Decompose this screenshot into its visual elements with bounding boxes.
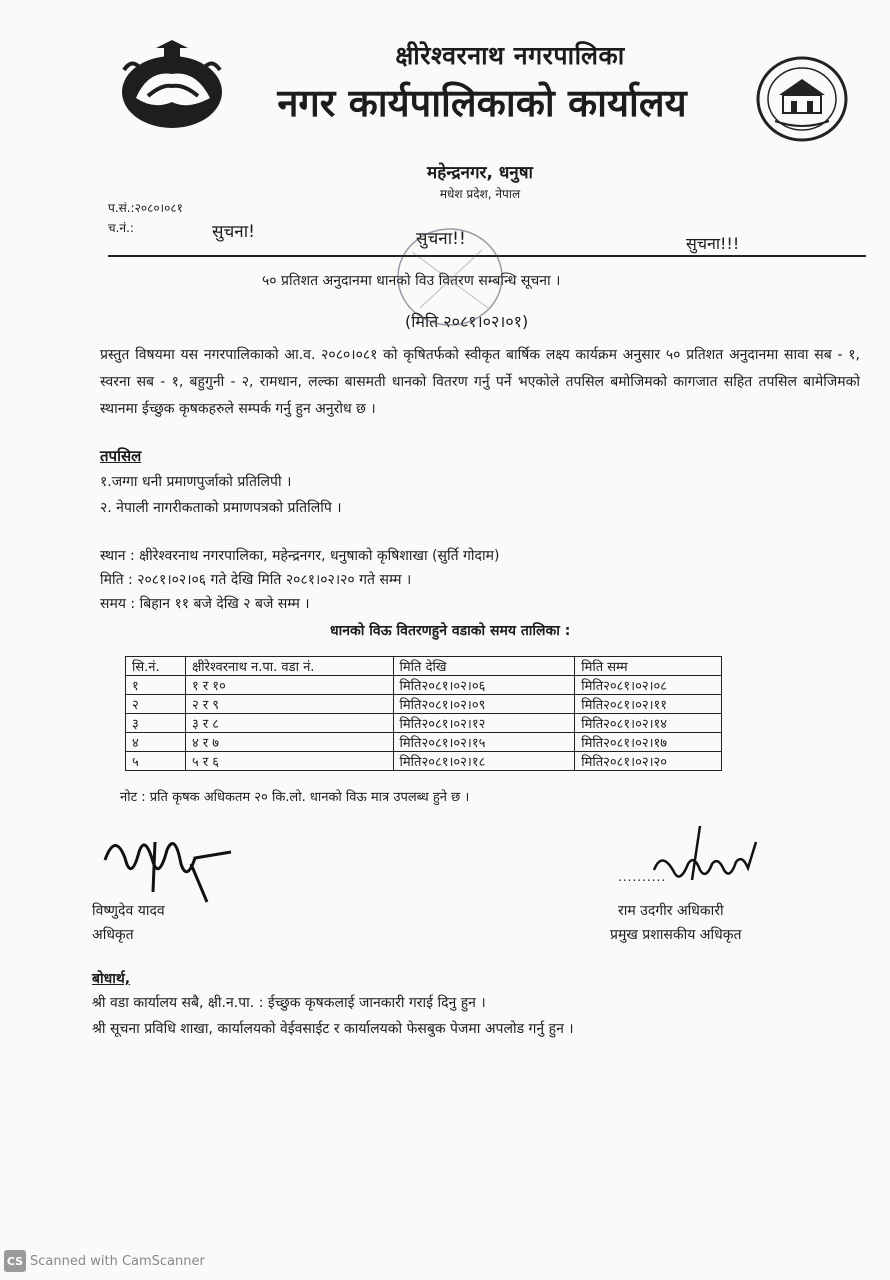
left-signatory-name: विष्णुदेव यादव <box>92 903 165 919</box>
table-cell: मिति२०८१।०२।०६ <box>393 676 575 695</box>
right-signatory-name: राम उदगीर अधिकारी <box>618 903 724 919</box>
distribution-dates: मिति : २०८१।०२।०६ गते देखि मिति २०८१।०२।२० गते सम्म । <box>100 572 412 588</box>
table-cell: मिति२०८१।०२।१५ <box>393 733 575 752</box>
table-row <box>126 714 722 733</box>
table-header-cell: मिति देखि <box>393 657 575 676</box>
table-row <box>126 733 722 752</box>
tapsil-heading: तपसिल <box>100 447 142 465</box>
schedule-table-title: धानको विऊ वितरणहुने वडाको समय तालिका : <box>330 623 571 639</box>
table-cell: ३ र ८ <box>185 714 393 733</box>
table-cell: १ <box>126 676 186 695</box>
table-row <box>126 752 722 771</box>
table-header-cell: मिति सम्म <box>575 657 722 676</box>
municipality-name: क्षीरेश्वरनाथ नगरपालिका <box>395 41 625 70</box>
province-line: मधेश प्रदेश, नेपाल <box>439 187 521 201</box>
list-item: १.जग्गा धनी प्रमाणपुर्जाको प्रतिलिपी । <box>100 474 292 490</box>
table-cell: मिति२०८१।०२।०९ <box>393 695 575 714</box>
table-cell: ३ <box>126 714 186 733</box>
camscanner-logo-icon: CS <box>4 1250 26 1272</box>
table-header-cell: क्षीरेश्वरनाथ न.पा. वडा नं. <box>185 657 393 676</box>
notice-label-right: सुचना!!! <box>686 234 740 253</box>
office-title: नगर कार्यपालिकाको कार्यालय <box>277 81 687 125</box>
left-signature-icon <box>95 822 235 912</box>
signature-dotted-line: .......... <box>618 870 667 884</box>
right-signature-icon <box>640 820 790 900</box>
dispatch-number: च.नं.: <box>108 221 134 235</box>
table-cell: ४ र ७ <box>185 733 393 752</box>
schedule-table <box>125 656 722 771</box>
table-row <box>126 676 722 695</box>
table-cell: मिति२०८१।०२।२० <box>575 752 722 771</box>
table-cell: २ <box>126 695 186 714</box>
scanner-watermark-text: Scanned with CamScanner <box>30 1253 205 1269</box>
table-cell: १ र १० <box>185 676 393 695</box>
table-cell: ४ <box>126 733 186 752</box>
table-cell: मिति२०८१।०२।१२ <box>393 714 575 733</box>
notice-label-middle: सुचना!! <box>416 229 466 249</box>
table-cell: २ र ९ <box>185 695 393 714</box>
scanner-watermark <box>4 1250 205 1272</box>
notice-subject: ५० प्रतिशत अनुदानमा धानको विउ वितरण सम्बन्धि सूचना । <box>262 273 561 289</box>
municipality-seal-icon <box>755 55 849 143</box>
table-cell: मिति२०८१।०२।०८ <box>575 676 722 695</box>
table-cell: मिति२०८१।०२।१८ <box>393 752 575 771</box>
table-note: नोट : प्रति कृषक अधिकतम २० कि.लो. धानको विऊ मात्र उपलब्ध हुने छ । <box>120 790 470 805</box>
left-signatory-title: अधिकृत <box>92 927 134 943</box>
copy-to-heading: बोधार्थ, <box>92 971 131 987</box>
right-signatory-title: प्रमुख प्रशासकीय अधिकृत <box>610 927 742 943</box>
table-cell: ५ <box>126 752 186 771</box>
list-item: २. नेपाली नागरीकताको प्रमाणपत्रको प्रतिलिपि । <box>100 500 342 516</box>
table-cell: मिति२०८१।०२।११ <box>575 695 722 714</box>
notice-label-left: सुचना! <box>212 222 255 242</box>
government-emblem-icon <box>118 40 226 132</box>
table-header-cell: सि.नं. <box>126 657 186 676</box>
table-cell: मिति२०८१।०२।१४ <box>575 714 722 733</box>
notice-date: (मिति २०८१।०२।०१) <box>405 312 529 331</box>
distribution-location: स्थान : क्षीरेश्वरनाथ नगरपालिका, महेन्द्रनगर, धनुषाको कृषिशाखा (सुर्ति गोदाम) <box>100 548 500 564</box>
letter-reference-number: प.सं.:२०८०।०८१ <box>108 201 183 215</box>
table-header-row <box>126 657 722 676</box>
office-stamp-icon <box>390 222 510 332</box>
table-cell: मिति२०८१।०२।१७ <box>575 733 722 752</box>
table-cell: ५ र ६ <box>185 752 393 771</box>
city-line: महेन्द्रनगर, धनुषा <box>427 163 533 183</box>
copy-to-item: श्री वडा कार्यालय सबै, क्षी.न.पा. : ईच्छुक कृषकलाई जानकारी गराई दिनु हुन । <box>92 995 486 1011</box>
table-row <box>126 695 722 714</box>
distribution-time: समय : बिहान ११ बजे देखि २ बजे सम्म । <box>100 596 310 612</box>
notice-body: प्रस्तुत विषयमा यस नगरपालिकाको आ.व. २०८०।०८१ को कृषितर्फको स्वीकृत बार्षिक लक्ष्य कार्यक्रम अनुसार ५० प्रतिशत अनुदानमा सावा सब - १, स्वरना सब - १, बहुगुनी - २, रामधान, लल्का बासमती धानको वितरण गर्नु पर्ने भएकोले तपसिल बमोजिमको कागजात सहित तपसिल बामेजिमको स्थानमा ईच्छुक कृषकहरुले सम्पर्क गर्नु हुन अनुरोध छ । <box>100 347 860 417</box>
copy-to-item: श्री सूचना प्रविधि शाखा, कार्यालयको वेईवसाईट र कार्यालयको फेसबुक पेजमा अपलोड गर्नु हुन । <box>92 1021 574 1037</box>
